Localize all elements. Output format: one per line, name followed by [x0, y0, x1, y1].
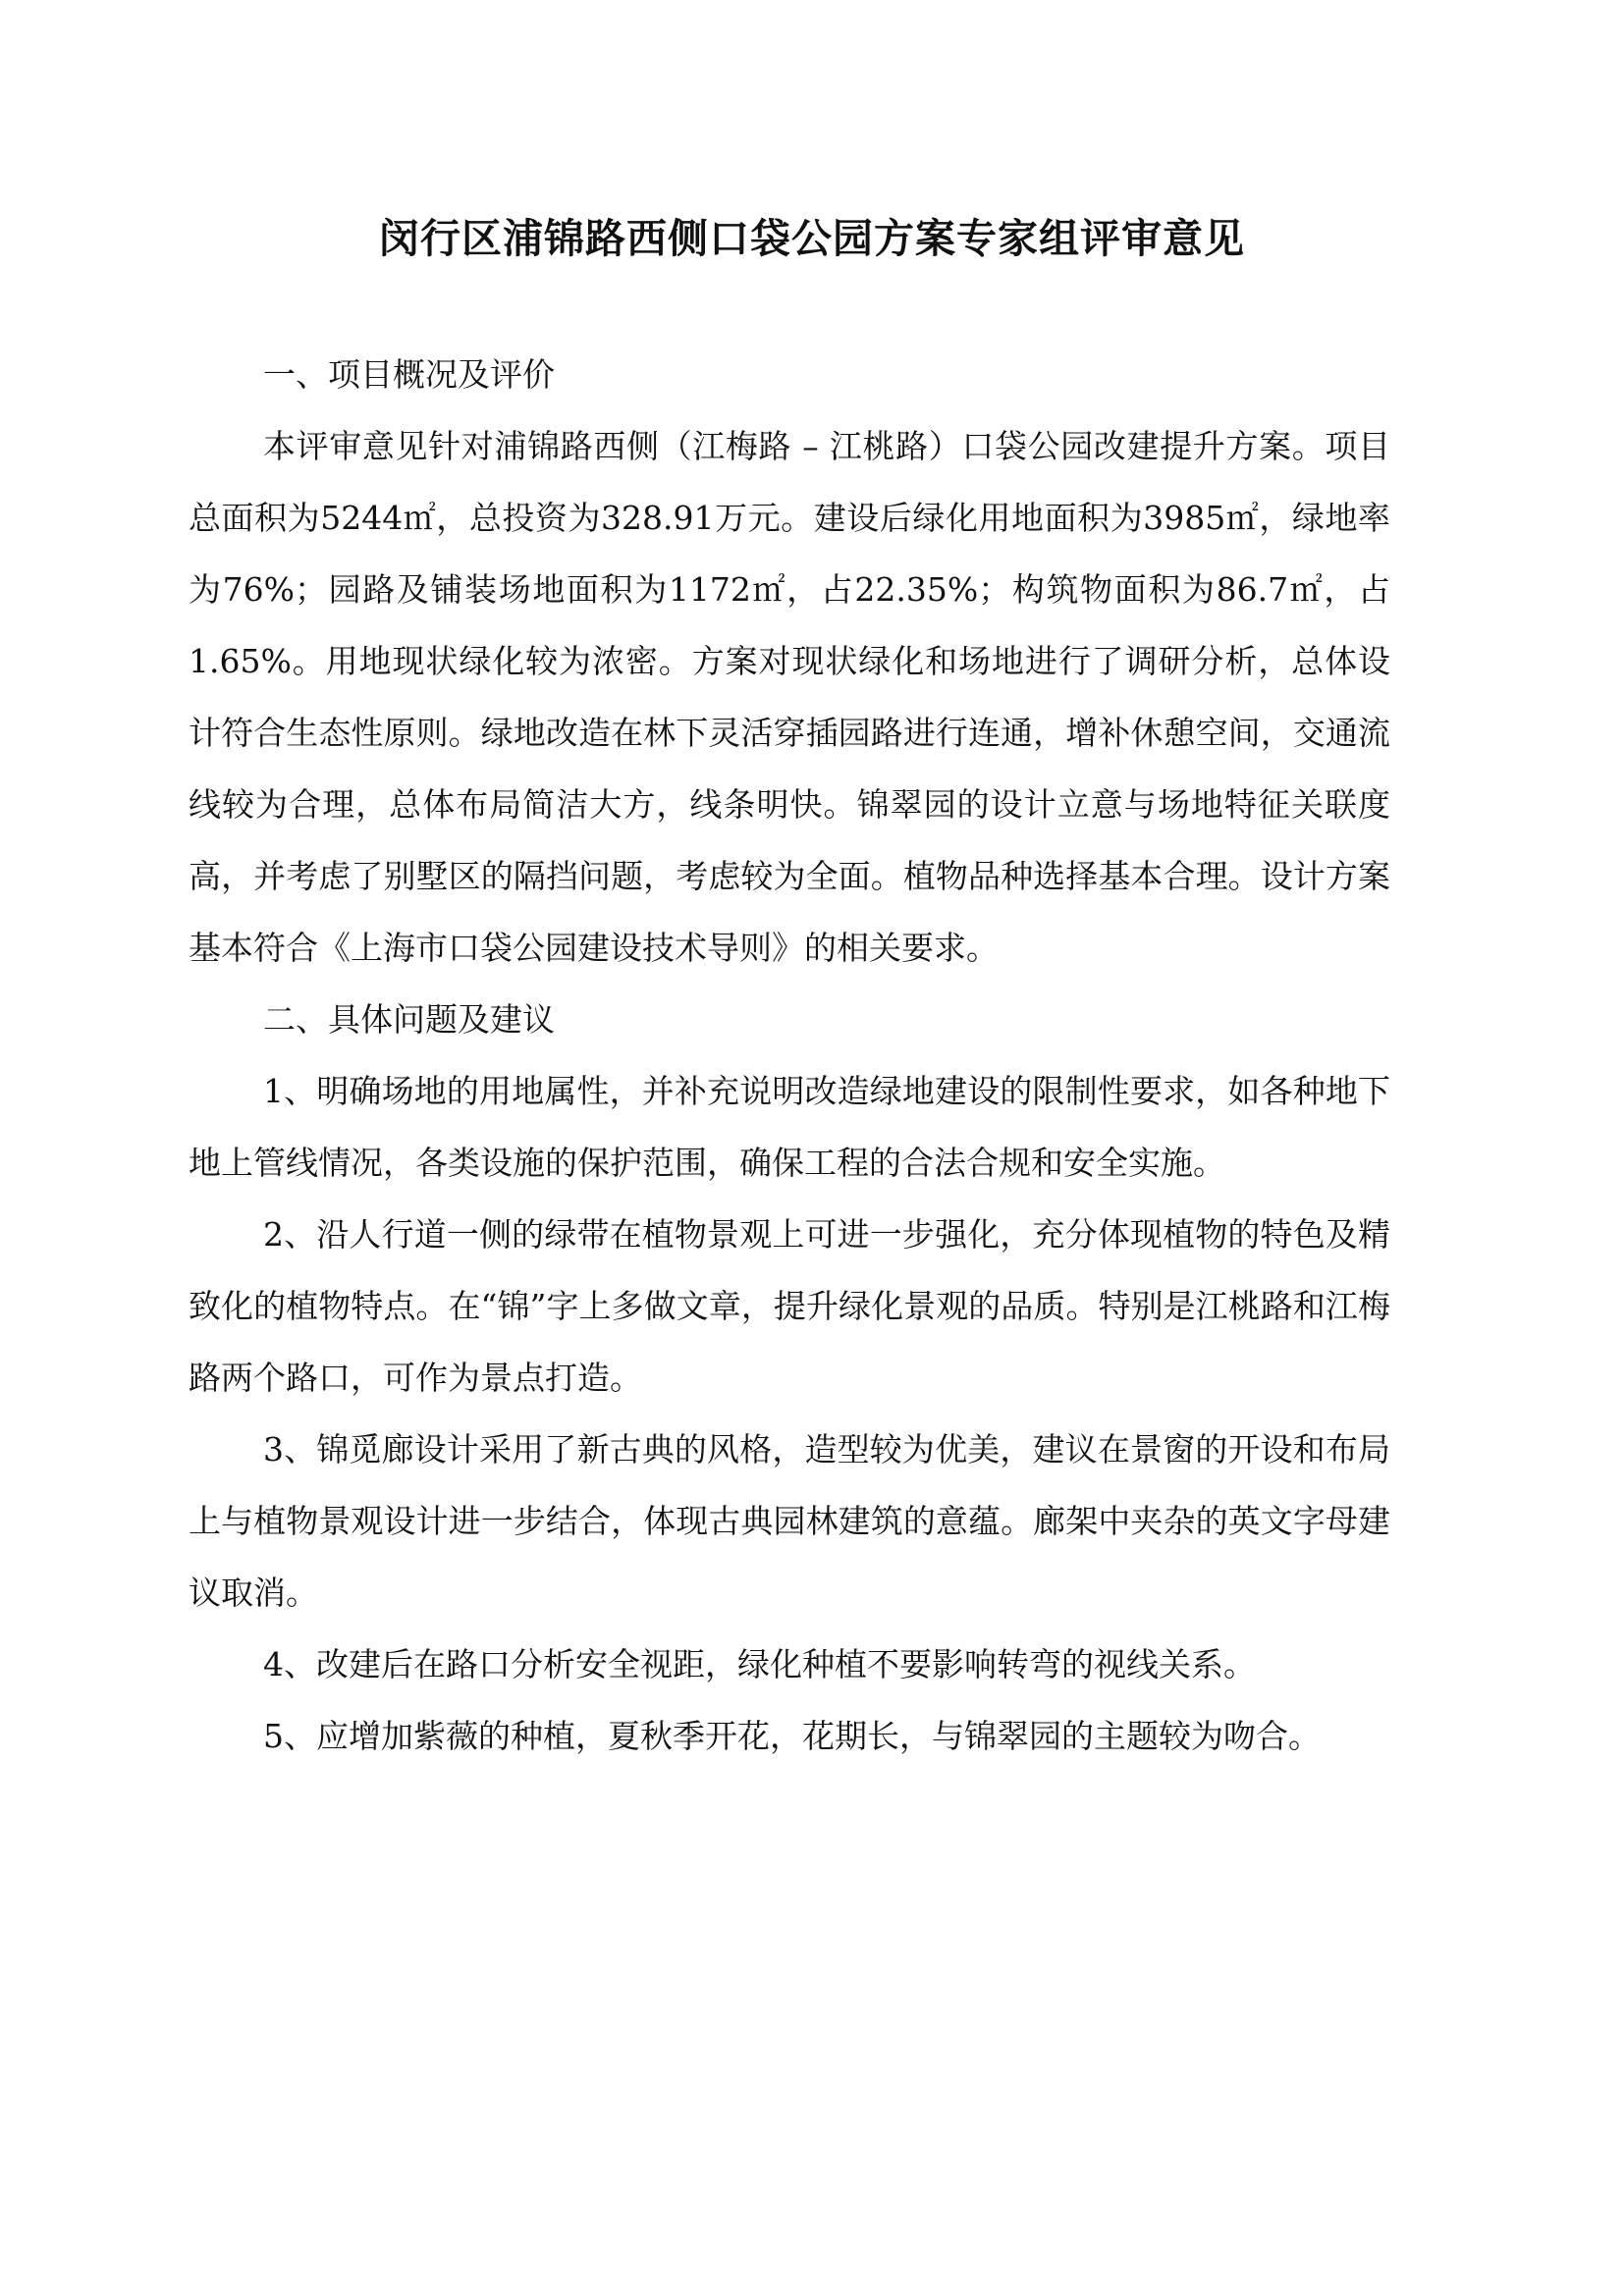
- suggestion-3: 3、锦觅廊设计采用了新古典的风格，造型较为优美，建议在景窗的开设和布局上与植物景观设计进一步结合，体现古典园林建筑的意蕴。廊架中夹杂的英文字母建议取消。: [189, 1430, 1390, 1612]
- section-2-heading: 二、具体问题及建议: [263, 1000, 555, 1039]
- section-1-paragraph: 本评审意见针对浦锦路西侧（江梅路 – 江桃路）口袋公园改建提升方案。项目总面积为5244㎡，总投资为328.91万元。建设后绿化用地面积为3985㎡，绿地率为76%；园路及铺装场地面积为1172㎡，占22.35%；构筑物面积为86.7㎡，占1.65%。用地现状绿化较为浓密。方案对现状绿化和场地进行了调研分析，总体设计符合生态性原则。绿地改造在林下灵活穿插园路进行连通，增补休憩空间，交通流线较为合理，总体布局简洁大方，线条明快。锦翠园的设计立意与场地特征关联度高，并考虑了别墅区的隔挡问题，考虑较为全面。植物品种选择基本合理。设计方案基本符合《上海市口袋公园建设技术导则》的相关要求。: [189, 427, 1390, 967]
- suggestion-2: 2、沿人行道一侧的绿带在植物景观上可进一步强化，充分体现植物的特色及精致化的植物特点。在“锦”字上多做文章，提升绿化景观的品质。特别是江桃路和江梅路两个路口，可作为景点打造。: [189, 1215, 1390, 1397]
- section-1-heading: 一、项目概况及评价: [263, 355, 555, 394]
- document-title: 闵行区浦锦路西侧口袋公园方案专家组评审意见: [379, 215, 1245, 262]
- suggestion-4: 4、改建后在路口分析安全视距，绿化种植不要影响转弯的视线关系。: [263, 1645, 1256, 1683]
- suggestion-1: 1、明确场地的用地属性，并补充说明改造绿地建设的限制性要求，如各种地下地上管线情况，各类设施的保护范围，确保工程的合法合规和安全实施。: [189, 1072, 1390, 1182]
- suggestion-5: 5、应增加紫薇的种植，夏秋季开花，花期长，与锦翠园的主题较为吻合。: [263, 1717, 1321, 1755]
- document-body: [189, 339, 1390, 1772]
